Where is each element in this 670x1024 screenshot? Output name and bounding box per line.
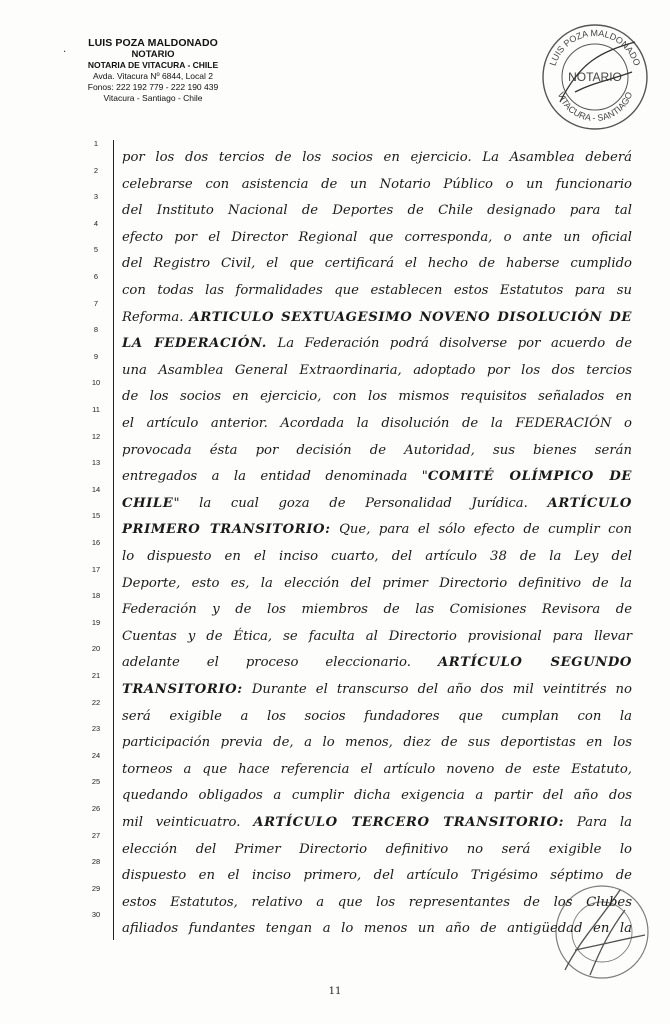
line-number: 17 bbox=[91, 564, 101, 574]
line-number: 26 bbox=[91, 804, 101, 813]
text-run: Cuentas y de Ética, se faculta al Directorio provisional para llevar bbox=[122, 628, 632, 644]
line-number: 5 bbox=[93, 245, 99, 255]
notary-phones: Fonos: 222 192 779 - 222 190 439 bbox=[87, 82, 219, 92]
text-run: adelante el proceso eleccionario. bbox=[122, 655, 438, 671]
text-line bbox=[122, 919, 632, 939]
text-line bbox=[122, 254, 632, 274]
text-line bbox=[122, 653, 632, 673]
line-number: 14 bbox=[91, 484, 101, 494]
notary-office: NOTARIA DE VITACURA - CHILE bbox=[87, 60, 219, 70]
text-run: Durante el transcurso del año dos mil veintitrés no bbox=[242, 682, 632, 697]
text-line bbox=[122, 547, 632, 567]
text-line bbox=[122, 494, 632, 514]
line-number: 28 bbox=[91, 857, 101, 867]
line-number: 19 bbox=[91, 617, 101, 627]
line-number: 6 bbox=[93, 272, 99, 281]
text-run: será exigible a los socios fundadores que cumplan con la bbox=[122, 708, 632, 724]
text-line bbox=[122, 680, 632, 700]
line-number: 22 bbox=[91, 697, 101, 707]
text-line bbox=[122, 574, 632, 594]
notary-seal-top bbox=[540, 22, 650, 132]
text-run: participación previa de, a lo menos, diez de sus deportistas en los bbox=[122, 735, 632, 751]
notary-header bbox=[58, 38, 248, 104]
notary-name: LUIS POZA MALDONADO bbox=[88, 37, 218, 49]
line-number: 25 bbox=[91, 777, 101, 787]
bold-text-run: ARTÍCULO bbox=[547, 495, 632, 511]
text-line bbox=[122, 760, 632, 780]
text-run: del Registro Civil, el que certificará el hecho de haberse cumplido bbox=[122, 256, 632, 272]
text-run: Federación y de los miembros de las Comisiones Revisora de bbox=[122, 602, 632, 618]
text-run: elección del Primer Directorio definitivo no será exigible lo bbox=[122, 841, 632, 857]
bold-text-run: COMITÉ OLÍMPICO DE bbox=[427, 469, 633, 485]
line-number: 4 bbox=[93, 218, 99, 228]
text-run: dispuesto en el inciso primero, del artículo Trigésimo séptimo de bbox=[122, 868, 632, 884]
notary-city: Vitacura - Santiago - Chile bbox=[103, 93, 203, 103]
seal-center: NOTARIO bbox=[568, 70, 622, 84]
bold-text-run: CHILE bbox=[122, 495, 174, 511]
bold-text-run: TRANSITORIO: bbox=[122, 682, 243, 697]
text-line bbox=[122, 228, 632, 248]
text-run: el artículo anterior. Acordada la disolución de la FEDERACIÓN o bbox=[122, 416, 632, 431]
text-line bbox=[122, 441, 632, 461]
text-run: La Federación podrá disolverse por acuerdo de bbox=[266, 336, 633, 352]
text-run: Para la bbox=[564, 815, 632, 830]
text-line bbox=[122, 627, 632, 647]
bold-text-run: ARTÍCULO TERCERO TRANSITORIO: bbox=[253, 815, 565, 830]
text-line bbox=[122, 201, 632, 221]
text-line bbox=[122, 520, 632, 540]
text-run: con todas las formalidades que establecen estos Estatutos para su bbox=[122, 283, 632, 298]
text-run: Deporte, esto es, la elección del primer Directorio definitivo de la bbox=[122, 575, 632, 591]
text-line bbox=[122, 148, 632, 168]
text-run: provocada ésta por decisión de Autoridad, sus bienes serán bbox=[122, 442, 632, 458]
line-number: 7 bbox=[93, 298, 99, 308]
text-line bbox=[122, 175, 632, 195]
line-number: 10 bbox=[91, 378, 101, 388]
line-number: 29 bbox=[91, 883, 101, 893]
text-run: Que, para el sólo efecto de cumplir con bbox=[330, 522, 632, 538]
text-run: por los dos tercios de los socios en ejercicio. La Asamblea deberá bbox=[122, 150, 632, 165]
notary-role: NOTARIO bbox=[131, 49, 175, 60]
text-run: celebrarse con asistencia de un Notario Público o un funcionario bbox=[122, 176, 632, 192]
line-number: 1 bbox=[93, 139, 99, 148]
notary-address: Avda. Vitacura Nº 6844, Local 2 bbox=[93, 71, 213, 81]
text-line bbox=[122, 786, 632, 806]
line-number: 27 bbox=[91, 830, 101, 840]
text-line bbox=[122, 813, 632, 833]
text-run: del Instituto Nacional de Deportes de Chile designado para tal bbox=[122, 203, 632, 219]
line-number: 16 bbox=[91, 538, 101, 547]
line-number: 15 bbox=[91, 511, 101, 521]
text-line bbox=[122, 414, 632, 434]
line-number: 30 bbox=[91, 910, 101, 920]
line-number: 20 bbox=[91, 644, 101, 654]
text-line bbox=[122, 733, 632, 753]
page-number: 11 bbox=[328, 986, 342, 997]
text-line bbox=[122, 600, 632, 620]
bold-text-run: PRIMERO TRANSITORIO: bbox=[122, 522, 331, 538]
text-line bbox=[122, 866, 632, 886]
bold-text-run: ARTICULO SEXTUAGESIMO NOVENO DISOLUCIÓN DE bbox=[189, 309, 633, 325]
text-line bbox=[122, 893, 632, 913]
text-line bbox=[122, 334, 632, 354]
line-number: 8 bbox=[93, 325, 99, 335]
text-run: Reforma. bbox=[122, 309, 190, 325]
text-run: una Asamblea General Extraordinaria, adoptado por los dos tercios bbox=[122, 362, 632, 378]
svg-text:LUIS POZA MALDONADO bbox=[548, 28, 643, 67]
line-number: 2 bbox=[93, 165, 99, 175]
text-line bbox=[122, 707, 632, 727]
seal-ring-bottom: VITACURA - SANTIAGO bbox=[555, 90, 635, 124]
text-line bbox=[122, 387, 632, 407]
line-number: 9 bbox=[93, 351, 99, 361]
bullet-mark: . bbox=[63, 44, 67, 55]
line-number: 24 bbox=[91, 750, 101, 760]
text-line bbox=[122, 467, 632, 487]
text-run: " la cual goza de Personalidad Jurídica. bbox=[173, 495, 548, 511]
text-run: estos Estatutos, relativo a que los representantes de los Clubes bbox=[122, 894, 632, 910]
text-run: torneos a que hace referencia el artículo noveno de este Estatuto, bbox=[122, 761, 632, 777]
bold-text-run: LA FEDERACIÓN. bbox=[122, 336, 267, 352]
line-number: 21 bbox=[91, 671, 101, 680]
text-run: entregados a la entidad denominada " bbox=[122, 469, 428, 485]
line-number: 18 bbox=[91, 591, 101, 601]
line-number: 13 bbox=[91, 458, 101, 468]
text-line bbox=[122, 281, 632, 301]
line-number: 23 bbox=[91, 724, 101, 734]
text-run: mil veinticuatro. bbox=[122, 815, 254, 830]
text-run: de los socios en ejercicio, con los mismos requisitos señalados en bbox=[122, 389, 632, 405]
line-number: 12 bbox=[91, 431, 101, 441]
text-line bbox=[122, 840, 632, 860]
text-run: efecto por el Director Regional que corresponda, o ante un oficial bbox=[122, 229, 632, 245]
line-number: 11 bbox=[92, 405, 100, 414]
text-run: lo dispuesto en el inciso cuarto, del artículo 38 de la Ley del bbox=[122, 549, 632, 564]
text-line bbox=[122, 308, 632, 328]
text-line bbox=[122, 361, 632, 381]
seal-ring-top: LUIS POZA MALDONADO bbox=[547, 27, 643, 68]
bold-text-run: ARTÍCULO SEGUNDO bbox=[437, 655, 632, 671]
line-number: 3 bbox=[93, 192, 99, 202]
text-run: quedando obligados a cumplir dicha exigencia a partir del año dos bbox=[122, 788, 632, 804]
margin-rule bbox=[113, 140, 114, 940]
text-run: afiliados fundantes tengan a lo menos un año de antigüedad en la bbox=[122, 921, 632, 937]
